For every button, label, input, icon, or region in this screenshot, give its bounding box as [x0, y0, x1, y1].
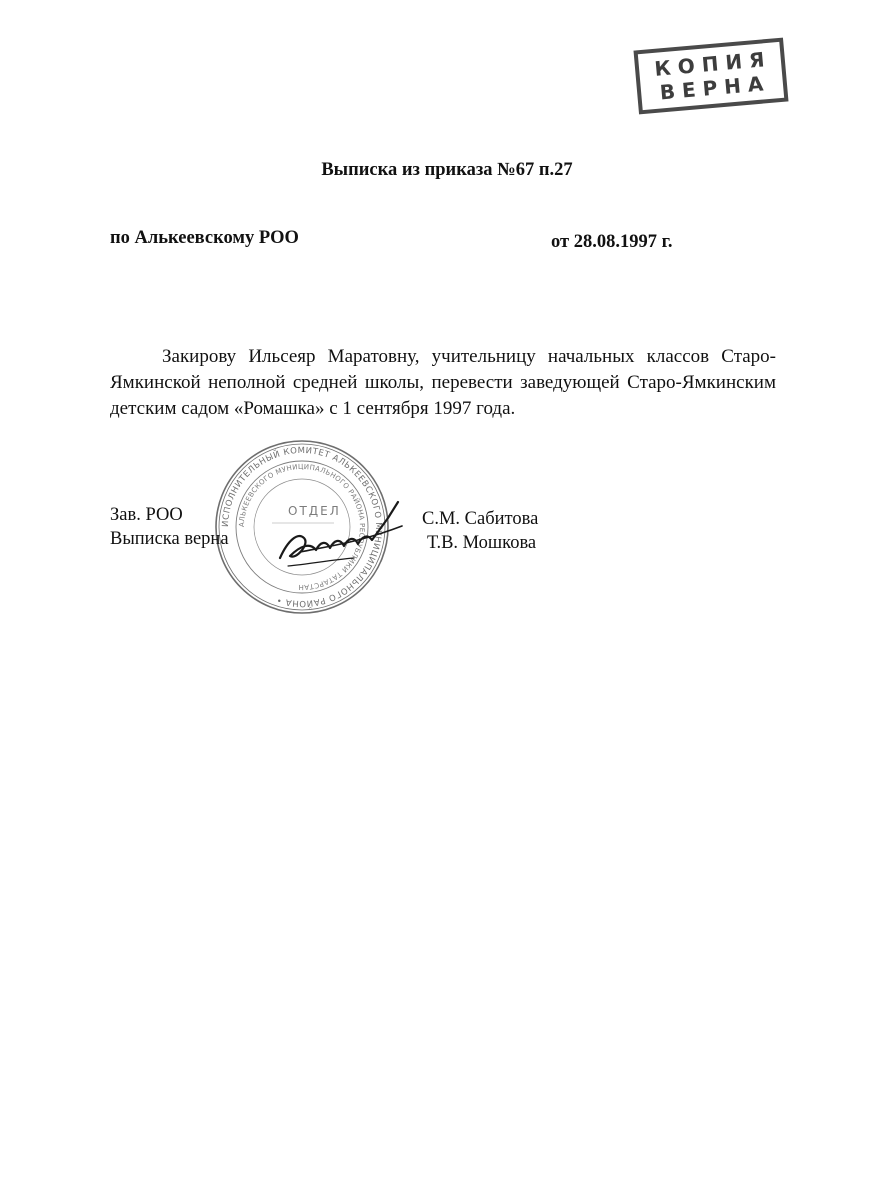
extract-verified-label: Выписка верна	[110, 529, 229, 549]
document-title: Выписка из приказа №67 п.27	[321, 160, 573, 180]
svg-text:ИСПОЛНИТЕЛЬНЫЙ КОМИТЕТ АЛЬКЕЕВ: ИСПОЛНИТЕЛЬНЫЙ КОМИТЕТ АЛЬКЕЕВСКОГО МУНИЦИПАЛЬНОГО РАЙОНА •	[220, 445, 384, 609]
stamp-line-2: ВЕРНА	[658, 70, 772, 105]
document-date: от 28.08.1997 г.	[551, 232, 673, 252]
handwritten-signature	[270, 480, 410, 580]
order-body: Закирову Ильсеяр Маратовну, учительницу начальных классов Старо-Ямкинской неполной средней школы, перевести заведующей Старо-Ямкинским детским садом «Ромашка» с 1 сентября 1997 года.	[110, 346, 776, 419]
verifier-name: Т.В. Мошкова	[427, 533, 537, 553]
head-name: С.М. Сабитова	[422, 509, 539, 529]
copy-verified-stamp	[633, 38, 788, 115]
organization-line: по Алькеевскому РОО	[110, 228, 299, 248]
stamp-line-1: КОПИЯ	[653, 46, 773, 81]
head-title-label: Зав. РОО	[110, 505, 183, 525]
svg-text:ОТДЕЛ: ОТДЕЛ	[288, 504, 341, 518]
svg-text:АЛЬКЕЕВСКОГО МУНИЦИПАЛЬНОГО РА: АЛЬКЕЕВСКОГО МУНИЦИПАЛЬНОГО РАЙОНА РЕСПУБЛИКИ ТАТАРСТАН	[237, 462, 367, 592]
